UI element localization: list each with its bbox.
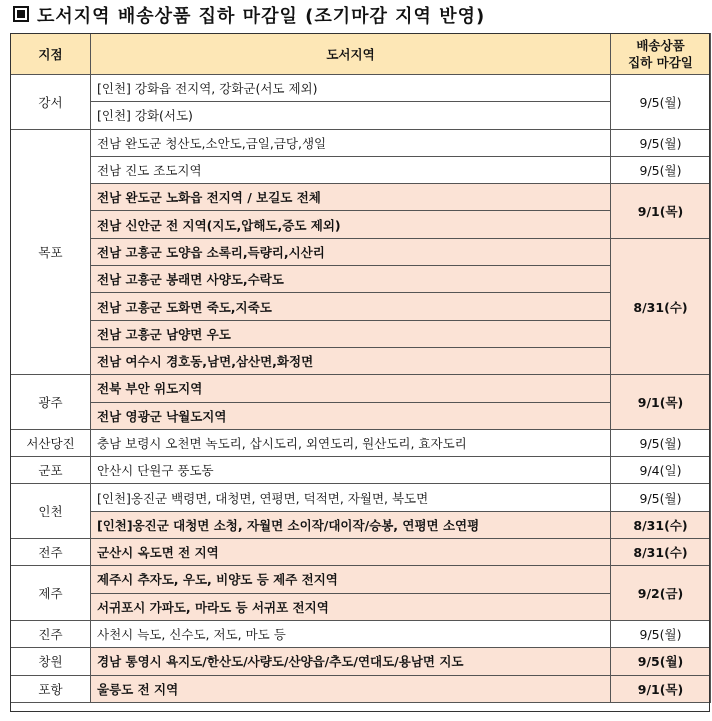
header-deadline-line1: 배송상품 — [636, 38, 685, 53]
header-deadline — [611, 34, 711, 75]
deadline-cell: 9/1(목) — [611, 375, 711, 430]
branch-cell: 서산당진 — [11, 429, 91, 456]
branch-cell: 전주 — [11, 539, 91, 566]
table-row — [11, 402, 711, 429]
table-row — [11, 675, 711, 702]
deadline-cell: 9/2(금) — [611, 566, 711, 621]
deadline-cell: 9/5(월) — [611, 75, 711, 130]
table-row — [11, 184, 711, 211]
area-cell: 경남 통영시 욕지도/한산도/사량도/산양읍/추도/연대도/용남면 지도 — [91, 648, 611, 675]
area-cell: [인천] 강화(서도) — [91, 102, 611, 129]
area-cell: 울릉도 전 지역 — [91, 675, 611, 702]
area-cell: 안산시 단원구 풍도동 — [91, 457, 611, 484]
page-title — [13, 2, 485, 32]
branch-cell: 인천 — [11, 484, 91, 539]
deadline-cell: 9/5(월) — [611, 129, 711, 156]
branch-cell: 광주 — [11, 375, 91, 430]
deadline-cell: 9/5(월) — [611, 429, 711, 456]
header-branch: 지점 — [11, 34, 91, 75]
area-cell: 전남 영광군 낙월도지역 — [91, 402, 611, 429]
area-cell: 서귀포시 가파도, 마라도 등 서귀포 전지역 — [91, 593, 611, 620]
area-cell: 사천시 늑도, 신수도, 저도, 마도 등 — [91, 620, 611, 647]
area-cell: [인천] 강화읍 전지역, 강화군(서도 제외) — [91, 75, 611, 102]
title-text: 도서지역 배송상품 집하 마감일 (조기마감 지역 반영) — [37, 6, 486, 27]
table-row — [11, 293, 711, 320]
branch-cell: 군포 — [11, 457, 91, 484]
table-row — [11, 102, 711, 129]
table-row — [11, 539, 711, 566]
table-row — [11, 211, 711, 238]
table-row — [11, 648, 711, 675]
area-cell: 전남 고흥군 남양면 우도 — [91, 320, 611, 347]
area-cell: 전남 완도군 노화읍 전지역 / 보길도 전체 — [91, 184, 611, 211]
deadline-cell: 9/5(월) — [611, 620, 711, 647]
table-row — [11, 593, 711, 620]
table-row — [11, 429, 711, 456]
deadline-cell: 8/31(수) — [611, 539, 711, 566]
island-delivery-deadline-table — [10, 33, 711, 703]
area-cell: 전남 고흥군 도화면 죽도,지죽도 — [91, 293, 611, 320]
deadline-cell: 9/1(목) — [611, 675, 711, 702]
table-row — [11, 457, 711, 484]
area-cell: [인천]옹진군 백령면, 대청면, 연평면, 덕적면, 자월면, 북도면 — [91, 484, 611, 511]
deadline-cell: 9/1(목) — [611, 184, 711, 239]
area-cell: 군산시 옥도면 전 지역 — [91, 539, 611, 566]
header-deadline-line2: 집하 마감일 — [628, 55, 693, 70]
table-row — [11, 620, 711, 647]
area-cell: 제주시 추자도, 우도, 비양도 등 제주 전지역 — [91, 566, 611, 593]
table-row — [11, 375, 711, 402]
header-area: 도서지역 — [91, 34, 611, 75]
deadline-cell: 8/31(수) — [611, 511, 711, 538]
table-row — [11, 75, 711, 102]
area-cell: 전남 완도군 청산도,소안도,금일,금당,생일 — [91, 129, 611, 156]
area-cell: 전북 부안 위도지역 — [91, 375, 611, 402]
deadline-cell: 9/5(월) — [611, 484, 711, 511]
area-cell: 전남 고흥군 봉래면 사양도,수락도 — [91, 266, 611, 293]
table-row — [11, 566, 711, 593]
branch-cell: 포항 — [11, 675, 91, 702]
square-bullet-icon — [13, 6, 29, 22]
branch-cell: 진주 — [11, 620, 91, 647]
branch-cell: 창원 — [11, 648, 91, 675]
deadline-cell: 9/5(월) — [611, 156, 711, 183]
area-cell: 전남 고흥군 도양읍 소록리,득량리,시산리 — [91, 238, 611, 265]
branch-cell: 제주 — [11, 566, 91, 621]
table-row — [11, 511, 711, 538]
deadline-cell: 9/5(월) — [611, 648, 711, 675]
table-row — [11, 238, 711, 265]
table-row — [11, 156, 711, 183]
area-cell: [인천]옹진군 대청면 소청, 자월면 소이작/대이작/승봉, 연평면 소연평 — [91, 511, 611, 538]
table-row — [11, 129, 711, 156]
table-row — [11, 320, 711, 347]
table-row — [11, 347, 711, 374]
area-cell: 전남 진도 조도지역 — [91, 156, 611, 183]
deadline-cell: 8/31(수) — [611, 238, 711, 374]
area-cell: 전남 여수시 경호동,남면,삼산면,화정면 — [91, 347, 611, 374]
branch-cell: 강서 — [11, 75, 91, 130]
deadline-cell: 9/4(일) — [611, 457, 711, 484]
header-row — [11, 34, 711, 75]
table-row — [11, 266, 711, 293]
area-cell: 전남 신안군 전 지역(지도,압해도,증도 제외) — [91, 211, 611, 238]
table-row — [11, 484, 711, 511]
branch-cell: 목포 — [11, 129, 91, 375]
area-cell: 충남 보령시 오천면 녹도리, 삽시도리, 외연도리, 원산도리, 효자도리 — [91, 429, 611, 456]
